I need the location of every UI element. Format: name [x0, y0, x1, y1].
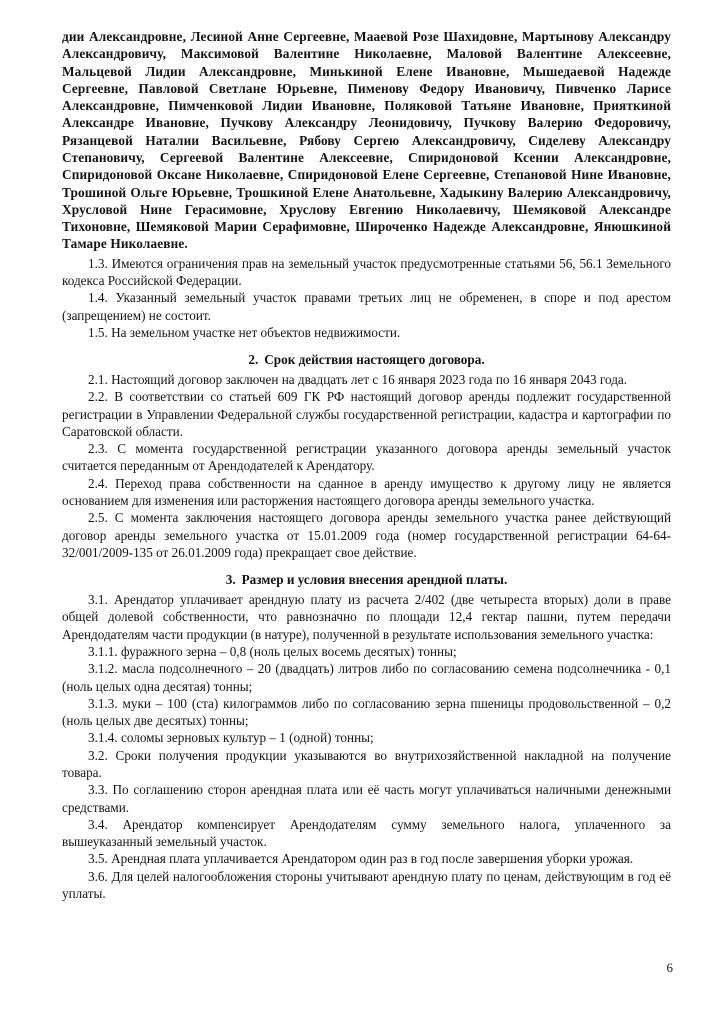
clause-3-1-1: 3.1.1. фуражного зерна – 0,8 (ноль целых восемь десятых) тонны;	[88, 644, 457, 659]
clause-3-1-3: 3.1.3. муки – 100 (ста) килограммов либо по согласованию зерна пшеницы продовольственной – 0,2 (ноль целых две десятых) тонны;	[62, 695, 671, 729]
clause-1-5: 1.5. На земельном участке нет объектов недвижимости.	[88, 324, 401, 340]
clause-2-5: 2.5. С момента заключения настоящего договора аренды земельного участка ранее действующий договор аренды земельного участка от 15.01.2009 года (номер государственной регистрации 64-64-32/001/2009-135 от 26.01.2009 года) прекращает свое действие.	[62, 510, 671, 560]
section-3-number: 3.	[225, 572, 236, 588]
lessors-names-paragraph: дии Александровне, Лесиной Анне Сергеевне, Мааевой Розе Шахидовне, Мартынову Александру Александровичу, Максимовой Валентине Николаевне, Маловой Валентине Алексеевне, Мальцевой Лидии Александровне, Минькиной Елене Ивановне, Мышедаевой Надежде Сергеевне, Павловой Светлане Юрьевне, Пименову Федору Ивановичу, Пивченко Ларисе Александровне, Пимченковой Лидии Ивановне, Поляковой Татьяне Ивановне, Прияткиной Александре Ивановне, Пучкову Александру Леонидовичу, Пучкову Валерию Федоровичу, Рязанцевой Наталии Васильевне, Рябову Сергею Александровичу, Сиделеву Александру Степановичу, Сергеевой Валентине Алексеевне, Спиридоновой Ксении Александровне, Спиридоновой Оксане Николаевне, Спиридоновой Елене Сергеевне, Степановой Нине Ивановне, Трошиной Ольге Юрьевне, Трошкиной Елене Анатольевне, Хадыкину Валерию Александровичу, Хрусловой Нине Герасимовне, Хруслову Евгению Николаевичу, Шемяковой Александре Тихоновне, Шемяковой Марии Серафимовне, Широченко Надежде Александровне, Янюшкиной Тамаре Николаевне.	[62, 29, 671, 252]
section-2-title: Срок действия настоящего договора.	[264, 352, 485, 368]
clause-2-1: 2.1. Настоящий договор заключен на двадцать лет с 16 января 2023 года по 16 января 2043 года.	[88, 372, 628, 388]
section-3-title: Размер и условия внесения арендной платы.	[241, 572, 508, 588]
clause-3-6: 3.6. Для целей налогообложения стороны учитывают арендную плату по ценам, действующим в год её уплаты.	[62, 868, 671, 901]
page-number: 6	[666, 960, 673, 975]
clause-3-1-4: 3.1.4. соломы зерновых культур – 1 (одной) тонны;	[88, 730, 374, 746]
clause-1-3: 1.3. Имеются ограничения прав на земельный участок предусмотренные статьями 56, 56.1 Земельного кодекса Российской Федерации.	[62, 255, 671, 288]
clause-3-3: 3.3. По соглашению сторон арендная плата или её часть могут уплачиваться наличными денежными средствами.	[62, 782, 671, 815]
section-2-heading	[62, 352, 671, 368]
clause-3-2: 3.2. Сроки получения продукции указываются во внутрихозяйственной накладной на получение товара.	[62, 747, 671, 780]
section-2-number: 2.	[248, 352, 259, 368]
clause-3-1-2: 3.1.2. масла подсолнечного – 20 (двадцать) литров либо по согласованию семена подсолнечника - 0,1 (ноль целых одна десятая) тонны;	[62, 661, 671, 694]
clause-3-1: 3.1. Арендатор уплачивает арендную плату из расчета 2/402 (две четыреста вторых) доли в праве общей долевой собственности, что равнозначно по площади 12,4 гектар пашни, путем передачи Арендодателям части продукции (в натуре), полученной в результате использования земельного участка:	[62, 592, 671, 642]
clause-3-4: 3.4. Арендатор компенсирует Арендодателям сумму земельного налога, уплаченного за вышеуказанный земельный участок.	[62, 816, 671, 850]
clause-1-4: 1.4. Указанный земельный участок правами третьих лиц не обременен, в споре и под арестом (запрещением) не состоит.	[62, 290, 671, 323]
clause-3-5: 3.5. Арендная плата уплачивается Арендатором один раз в год после завершения уборки урожая.	[88, 851, 634, 867]
clause-2-2: 2.2. В соответствии со статьей 609 ГК РФ настоящий договор аренды подлежит государственной регистрации в Управлении Федеральной службы государственной регистрации, кадастра и картографии по Саратовской области.	[62, 389, 671, 439]
clause-2-4: 2.4. Переход права собственности на сданное в аренду имущество к другому лицу не является основанием для изменения или расторжения настоящего договора аренды земельного участка.	[62, 475, 671, 509]
clause-2-3: 2.3. С момента государственной регистрации указанного договора аренды земельный участок считается переданным от Арендодателей к Арендатору.	[62, 441, 671, 474]
section-3-heading	[62, 572, 671, 588]
